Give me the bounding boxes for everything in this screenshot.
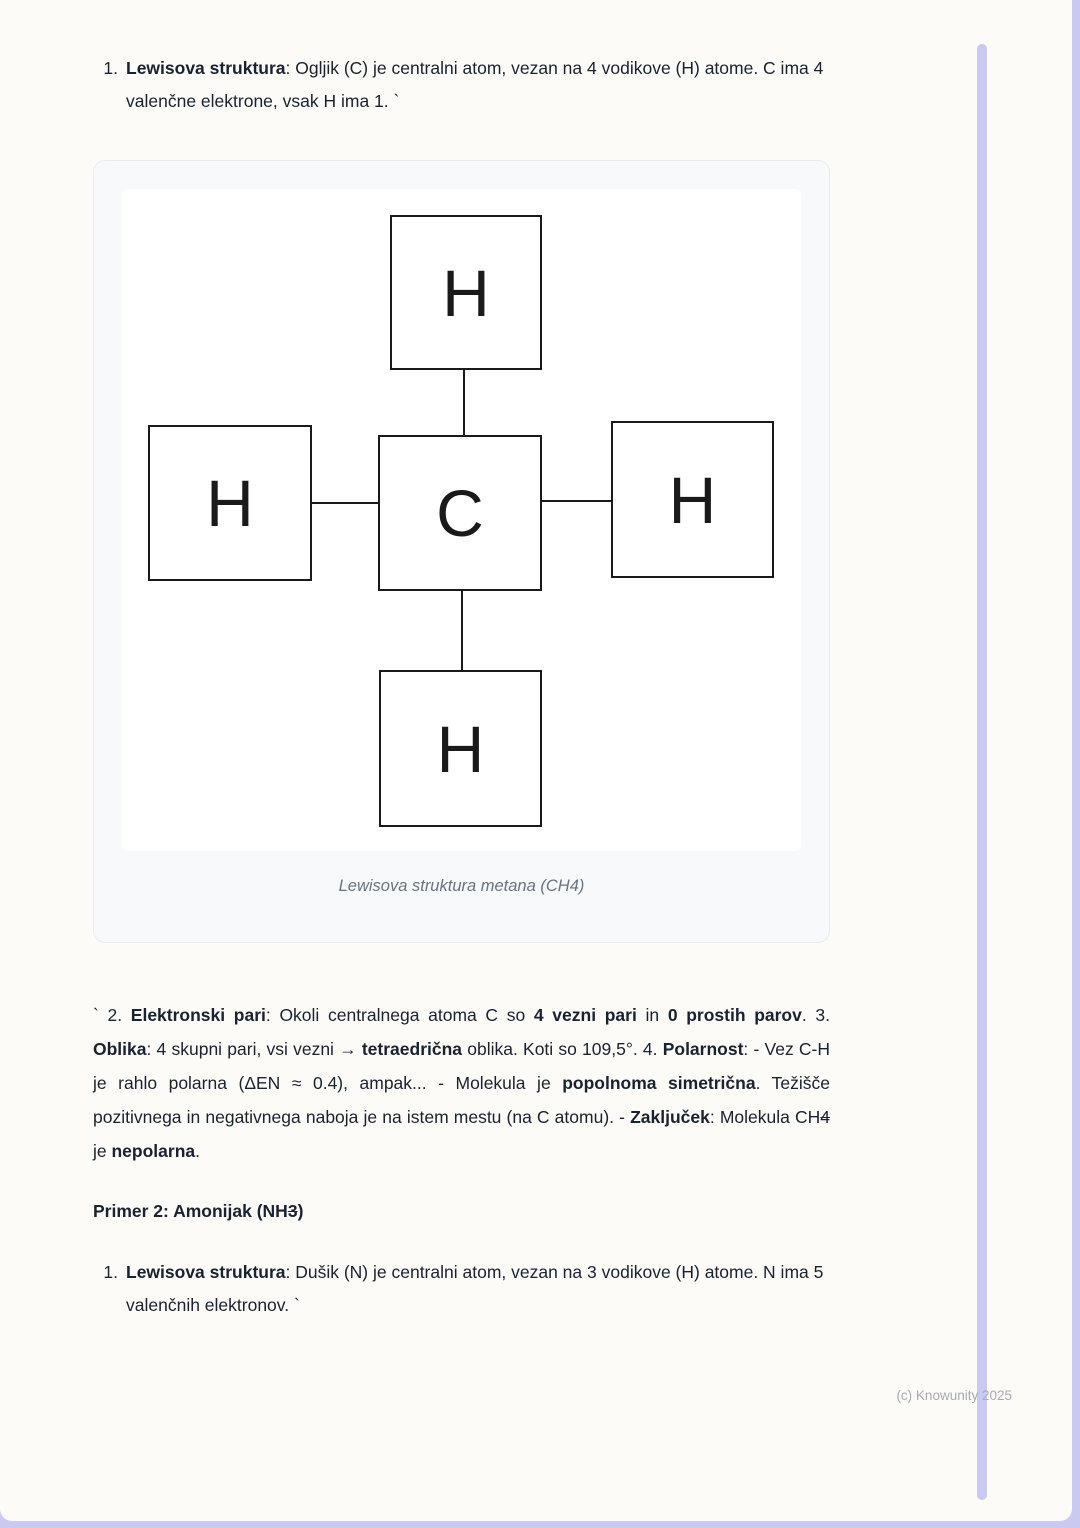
figure-caption: Lewisova struktura metana (CH4) (338, 877, 585, 895)
bond-c-h-top (463, 370, 465, 435)
atom-label-c-center: C (436, 476, 484, 550)
list-number: 1. (103, 58, 118, 78)
list-item-text: Lewisova struktura: Dušik (N) je centralni atom, vezan na 3 vodikove (H) atome. N ima 5 valenčnih elektronov. ` (126, 1262, 824, 1315)
atom-box-h-top (390, 215, 542, 370)
list-item-text: Lewisova struktura: Ogljik (C) je centralni atom, vezan na 4 vodikove (H) atome. C ima 4 valenčne elektrone, vsak H ima 1. ` (126, 58, 824, 111)
paragraph-analysis: ` 2. Elektronski pari: Okoli centralnega atoma C so 4 vezni pari in 0 prostih parov. 3. Oblika: 4 skupni pari, vsi vezni → tetraedrična oblika. Koti so 109,5°. 4. Polarnost: - Vez C-H je rahlo polarna (ΔEN ≈ 0.4), ampak... - Molekula je popolnoma simetrična. Težišče pozitivnega in negativnega naboja je na istem mestu (na C atomu). - Zaključek: Molekula CH4 je nepolarna. (93, 1005, 831, 1161)
lewis-structure-diagram (122, 189, 801, 851)
atom-label-h-bottom: H (436, 711, 485, 786)
bond-c-h-bottom (461, 591, 463, 670)
list-item-lewis-structure-ch4 (100, 52, 832, 118)
atom-label-h-right: H (668, 462, 717, 537)
list-item-lewis-structure-nh3 (100, 1256, 832, 1322)
bond-c-h-left (312, 502, 378, 504)
vertical-scrollbar[interactable] (977, 44, 987, 1500)
atom-box-h-right (611, 421, 774, 578)
atom-box-h-bottom (379, 670, 542, 827)
list-number: 1. (103, 1262, 118, 1282)
heading-primer-2: Primer 2: Amonijak (NH3) (93, 1201, 304, 1221)
atom-label-h-top: H (442, 255, 490, 330)
figure-card (93, 160, 830, 943)
atom-box-c-center (378, 435, 542, 591)
copyright-text: (c) Knowunity 2025 (896, 1388, 1012, 1403)
atom-box-h-left (148, 425, 312, 581)
bond-c-h-right (542, 500, 611, 502)
atom-label-h-left: H (206, 466, 254, 540)
